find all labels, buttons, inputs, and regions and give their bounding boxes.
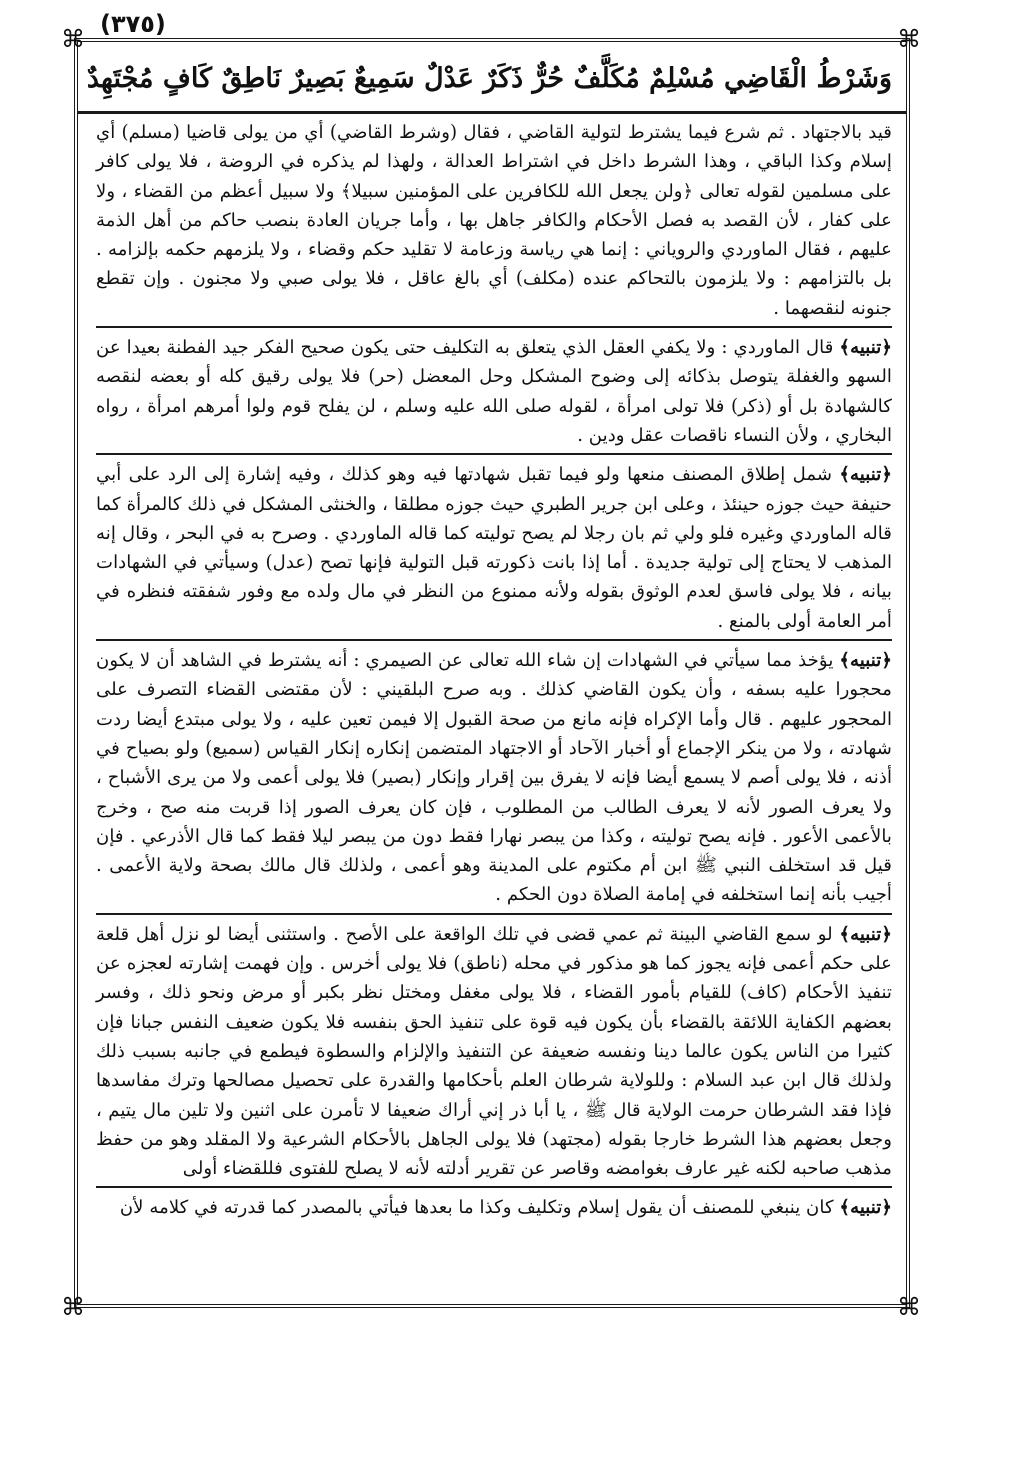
ornament-cross-icon: ⌘ [897,1293,921,1321]
paragraph-divider [96,913,892,915]
paragraph-text: قال الماوردي : ولا يكفي العقل الذي يتعلق به التكليف حتى يكون صحيح الفكر جيد الفطنة بعيدا عن السهو والغفلة يتوصل بذكائه إلى وضوح المشكل وحل المعضل (حر) فلا يولى رقيق كله أو بعضه لنقصه كالشهادة بل أو (ذكر) فلا تولى امرأة ، لقوله صلى الله عليه وسلم ، لن يفلح قوم ولوا أمرهم امرأة ، رواه البخاري ، ولأن النساء ناقصات عقل ودين . [96,337,892,446]
commentary-body [96,118,892,1298]
ornament-cross-icon: ⌘ [897,25,921,53]
paragraph-text: لو سمع القاضي البينة ثم عمي قضى في تلك الواقعة على الأصح . واستثنى أيضا لو نزل أهل قلعة على حكم أعمى فإنه يجوز كما هو مذكور في محله (ناطق) فلا يولى أخرس . وإن فهمت إشارته لعجزه عن تنفيذ الأحكام (كاف) للقيام بأمور القضاء ، فلا يولى مغفل ومختل نظر بكبر أو مرض ونحو ذلك ، وفسر بعضهم الكفاية اللائقة بالقضاء بأن يكون فيه قوة على تنفيذ الحق بنفسه فلا يكون ضعيف النفس جبانا فإن كثيرا من الناس يكون عالما دينا ونفسه ضعيفة عن التنفيذ والإلزام والسطوة فيطمع في جانبه بسبب ذلك ولذلك قال ابن عبد السلام : وللولاية شرطان العلم بأحكامها والقدرة على تحصيل مصالحها وترك مفاسدها فإذا فقد الشرطان حرمت الولاية قال ﷺ ، يا أبا ذر إني أراك ضعيفا لا تأمرن على اثنين ولا تلين مال يتيم ، وجعل بعضهم هذا الشرط خارجا بقوله (مجتهد) فلا يولى الجاهل بالأحكام الشرعية ولا المقلد وهو من حفظ مذهب صاحبه لكنه غير عارف بغوامضه وقاصر عن تقرير أدلته لأنه لا يصلح للفتوى فللقضاء أولى [96,923,892,1180]
paragraph [96,118,892,323]
paragraph-text: يؤخذ مما سيأتي في الشهادات إن شاء الله تعالى عن الصيمري : أنه يشترط في الشاهد أن لا يكون محجورا عليه بسفه ، وأن يكون القاضي كذلك . وبه صرح البلقيني : لأن مقتضى القضاء التصرف على المحجور عليهم . قال وأما الإكراه فإنه مانع من صحة القبول إلا فيمن تعين عليه ، ولا يولى مبتدع أيضا ردت شهادته ، ولا من ينكر الإجماع أو أخبار الآحاد أو الاجتهاد المتضمن إنكاره إنكار القياس (سميع) ولو بصياح في أذنه ، فلا يولى أصم لا يسمع أيضا فإنه لا يفرق بين إقرار وإنكار (بصير) فلا يولى أعمى ولا من يرى الأشباح ، ولا يعرف الصور لأنه لا يعرف الطالب من المطلوب ، فإن كان يعرف الصور إذا قربت منه صح ، وخرج بالأعمى الأعور . فإنه يصح توليته ، وكذا من يبصر نهارا فقط دون من يبصر ليلا فقط كما قال الأذرعي . فإن قيل قد استخلف النبي ﷺ ابن أم مكتوم على المدينة وهو أعمى ، ولذلك قال مالك بصحة ولاية الأعمى . أجيب بأنه إنما استخلفه في إمامة الصلاة دون الحكم . [96,650,892,906]
paragraph-text: قيد بالاجتهاد . ثم شرع فيما يشترط لتولية القاضي ، فقال (وشرط القاضي) أي من يولى قاضيا (مسلم) أي إسلام وكذا الباقي ، وهذا الشرط داخل في اشتراط العدالة ، ولهذا لم يذكره في الروضة ، فلا يولى كافر على مسلمين لقوله تعالى ﴿ولن يجعل الله للكافرين على المؤمنين سبيلا﴾ ولا سبيل أعظم من القضاء ، ولا على كفار ، لأن القصد به فصل الأحكام والكافر جاهل بها ، وأما جريان العادة بنصب حاكم من أهل الذمة عليهم ، فقال الماوردي والروياني : إنما هي رياسة وزعامة لا تقليد حكم وقضاء ، ولا يلزمهم حكمه بإلزامه . بل بالتزامهم : ولا يلزمون بالتحاكم عنده (مكلف) أي بالغ عاقل ، فلا يولى صبي ولا مجنون . وإن تقطع جنونه لنقصهما . [96,122,893,319]
paragraph-divider [96,326,892,328]
paragraph-divider [96,453,892,455]
tanbih-label: ﴿تنبيه﴾ [839,650,892,672]
paragraph [96,920,892,1184]
ornament-cross-icon: ⌘ [61,1293,85,1321]
tanbih-label: ﴿تنبيه﴾ [839,464,892,486]
paragraph [96,333,892,450]
paragraph-divider [96,639,892,641]
paragraph [96,460,892,636]
paragraph-divider [96,1186,892,1188]
paragraph [96,1193,892,1222]
paragraph-text: شمل إطلاق المصنف منعها ولو فيما تقبل شهادتها فيه وهو كذلك ، وفيه إشارة إلى الرد على أبي حنيفة حيث جوزه حينئذ ، وعلى ابن جرير الطبري حيث جوزه مطلقا ، والخنثى المشكل في ذلك كالمرأة كما قاله الماوردي وغيره فلو ولي ثم بان رجلا لم يصح توليته كما قاله الماوردي . وصرح به في البحر ، وقال إنه المذهب لا يحتاج إلى تولية جديدة . أما إذا بانت ذكورته قبل التولية فإنها تصح (عدل) وسيأتي في الشهادات بيانه ، فلا يولى فاسق لعدم الوثوق بقوله ولأنه ممنوع من النظر في مال ولده مع وفور شفقته فنظره في أمر العامة أولى بالمنع . [96,464,892,632]
matn-heading: وَشَرْطُ الْقَاضِي مُسْلِمٌ مُكَلَّفٌ حُرٌّ ذَكَرٌ عَدْلٌ سَمِيعٌ بَصِيرٌ نَاطِقٌ كَافٍ مُجْتَهِدٌ [86,63,892,94]
tanbih-label: ﴿تنبيه﴾ [839,1197,892,1219]
tanbih-label: ﴿تنبيه﴾ [839,923,892,945]
page-number: (٣٧٥) [100,10,166,38]
paragraph-text: كان ينبغي للمصنف أن يقول إسلام وتكليف وكذا ما بعدها فيأتي بالمصدر كما قدرته في كلامه لأن [119,1197,834,1219]
paragraph [96,646,892,910]
tanbih-label: ﴿تنبيه﴾ [839,337,892,359]
ornament-cross-icon: ⌘ [61,25,85,53]
